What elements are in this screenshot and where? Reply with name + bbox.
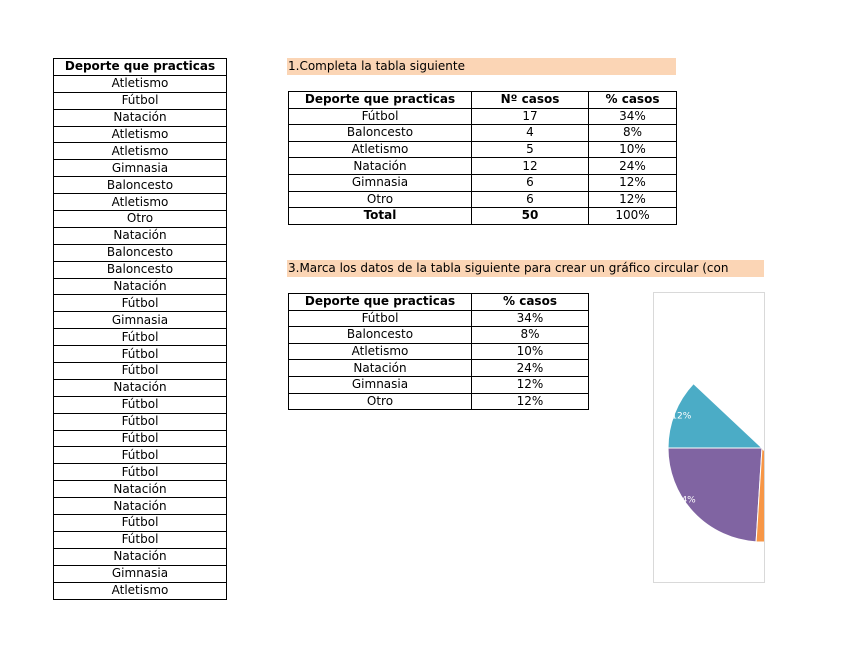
- raw-data-cell[interactable]: Atletismo: [54, 75, 227, 92]
- freq-cell[interactable]: Baloncesto: [289, 125, 472, 142]
- pct-cell[interactable]: Natación: [289, 360, 472, 377]
- table-row: [54, 515, 227, 532]
- freq-cell[interactable]: 12%: [589, 191, 677, 208]
- freq-header-percent: % casos: [589, 92, 677, 109]
- table-row: [289, 141, 677, 158]
- freq-cell[interactable]: 12: [472, 158, 589, 175]
- raw-data-cell[interactable]: Fútbol: [54, 346, 227, 363]
- raw-data-cell[interactable]: Natación: [54, 548, 227, 565]
- raw-data-cell[interactable]: Baloncesto: [54, 261, 227, 278]
- table-row: [54, 464, 227, 481]
- raw-data-cell[interactable]: Fútbol: [54, 413, 227, 430]
- table-row: [54, 261, 227, 278]
- raw-data-cell[interactable]: Fútbol: [54, 447, 227, 464]
- section-3-title: 3.Marca los datos de la tabla siguiente para crear un gráfico circular (con: [287, 260, 764, 277]
- pct-cell[interactable]: Gimnasia: [289, 376, 472, 393]
- freq-cell[interactable]: 4: [472, 125, 589, 142]
- table-row: [54, 565, 227, 582]
- table-row: [54, 396, 227, 413]
- freq-header-count: Nº casos: [472, 92, 589, 109]
- total-row: [289, 208, 677, 225]
- pie-data-label: 12%: [671, 411, 692, 422]
- freq-cell[interactable]: 34%: [589, 108, 677, 125]
- pct-cell[interactable]: 12%: [472, 376, 589, 393]
- table-row: [54, 211, 227, 228]
- table-row: [54, 329, 227, 346]
- table-row: [54, 379, 227, 396]
- pct-cell[interactable]: 34%: [472, 310, 589, 327]
- total-label[interactable]: Total: [289, 208, 472, 225]
- freq-cell[interactable]: Natación: [289, 158, 472, 175]
- table-row: [54, 413, 227, 430]
- table-row: [54, 531, 227, 548]
- raw-data-cell[interactable]: Baloncesto: [54, 177, 227, 194]
- raw-data-cell[interactable]: Fútbol: [54, 464, 227, 481]
- table-row: [289, 108, 677, 125]
- table-row: [54, 227, 227, 244]
- frequency-table: [288, 91, 677, 225]
- table-row: [54, 244, 227, 261]
- table-row: [289, 327, 589, 344]
- raw-data-cell[interactable]: Atletismo: [54, 582, 227, 599]
- pie-data-label: 24%: [675, 495, 696, 506]
- freq-cell[interactable]: Fútbol: [289, 108, 472, 125]
- table-row: [289, 360, 589, 377]
- freq-cell[interactable]: 6: [472, 191, 589, 208]
- raw-data-cell[interactable]: Atletismo: [54, 194, 227, 211]
- freq-cell[interactable]: 17: [472, 108, 589, 125]
- table-row: [289, 376, 589, 393]
- raw-data-cell[interactable]: Natación: [54, 481, 227, 498]
- table-row: [54, 278, 227, 295]
- raw-data-cell[interactable]: Fútbol: [54, 295, 227, 312]
- raw-data-cell[interactable]: Atletismo: [54, 143, 227, 160]
- pie-chart-area[interactable]: [653, 292, 765, 583]
- raw-data-cell[interactable]: Fútbol: [54, 531, 227, 548]
- freq-cell[interactable]: Atletismo: [289, 141, 472, 158]
- raw-data-cell[interactable]: Fútbol: [54, 430, 227, 447]
- pct-cell[interactable]: Otro: [289, 393, 472, 410]
- table-row: [54, 363, 227, 380]
- pct-cell[interactable]: 24%: [472, 360, 589, 377]
- table-row: [54, 194, 227, 211]
- table-row: [54, 92, 227, 109]
- pie-chart: [654, 293, 764, 582]
- pct-cell[interactable]: Atletismo: [289, 343, 472, 360]
- table-row: [289, 174, 677, 191]
- pct-cell[interactable]: 8%: [472, 327, 589, 344]
- table-row: [54, 548, 227, 565]
- raw-data-cell[interactable]: Natación: [54, 109, 227, 126]
- table-row: [54, 582, 227, 599]
- table-row: [54, 160, 227, 177]
- total-count[interactable]: 50: [472, 208, 589, 225]
- table-row: [54, 346, 227, 363]
- pct-header-percent: % casos: [472, 294, 589, 311]
- table-row: [54, 109, 227, 126]
- raw-data-cell[interactable]: Natación: [54, 498, 227, 515]
- total-percent[interactable]: 100%: [589, 208, 677, 225]
- section-1-title: 1.Completa la tabla siguiente: [287, 58, 676, 75]
- table-row: [54, 295, 227, 312]
- table-row: [289, 191, 677, 208]
- pct-cell[interactable]: Fútbol: [289, 310, 472, 327]
- raw-data-header: Deporte que practicas: [54, 59, 227, 76]
- raw-data-table: [53, 58, 227, 600]
- table-row: [289, 125, 677, 142]
- pct-cell[interactable]: 10%: [472, 343, 589, 360]
- table-row: [54, 481, 227, 498]
- table-row: [54, 498, 227, 515]
- raw-data-cell[interactable]: Fútbol: [54, 329, 227, 346]
- table-row: [289, 343, 589, 360]
- freq-cell[interactable]: Otro: [289, 191, 472, 208]
- raw-data-cell[interactable]: Fútbol: [54, 515, 227, 532]
- table-row: [54, 430, 227, 447]
- raw-data-cell[interactable]: Otro: [54, 211, 227, 228]
- raw-data-cell[interactable]: Natación: [54, 227, 227, 244]
- freq-cell[interactable]: 12%: [589, 174, 677, 191]
- freq-cell[interactable]: 6: [472, 174, 589, 191]
- freq-header-sport: Deporte que practicas: [289, 92, 472, 109]
- table-row: [289, 393, 589, 410]
- freq-cell[interactable]: 5: [472, 141, 589, 158]
- pct-cell[interactable]: 12%: [472, 393, 589, 410]
- raw-data-cell[interactable]: Baloncesto: [54, 244, 227, 261]
- table-row: [289, 310, 589, 327]
- raw-data-cell[interactable]: Fútbol: [54, 92, 227, 109]
- pct-cell[interactable]: Baloncesto: [289, 327, 472, 344]
- freq-cell[interactable]: Gimnasia: [289, 174, 472, 191]
- table-row: [54, 447, 227, 464]
- raw-data-cell[interactable]: Gimnasia: [54, 160, 227, 177]
- freq-cell[interactable]: 8%: [589, 125, 677, 142]
- raw-data-cell[interactable]: Fútbol: [54, 363, 227, 380]
- pct-header-sport: Deporte que practicas: [289, 294, 472, 311]
- raw-data-cell[interactable]: Gimnasia: [54, 312, 227, 329]
- table-row: [54, 312, 227, 329]
- raw-data-cell[interactable]: Atletismo: [54, 126, 227, 143]
- raw-data-cell[interactable]: Natación: [54, 278, 227, 295]
- table-row: [54, 75, 227, 92]
- table-row: [54, 126, 227, 143]
- raw-data-cell[interactable]: Gimnasia: [54, 565, 227, 582]
- table-row: [54, 143, 227, 160]
- freq-cell[interactable]: 10%: [589, 141, 677, 158]
- raw-data-cell[interactable]: Fútbol: [54, 396, 227, 413]
- table-row: [54, 177, 227, 194]
- freq-cell[interactable]: 24%: [589, 158, 677, 175]
- table-row: [289, 158, 677, 175]
- raw-data-cell[interactable]: Natación: [54, 379, 227, 396]
- percent-table: [288, 293, 589, 410]
